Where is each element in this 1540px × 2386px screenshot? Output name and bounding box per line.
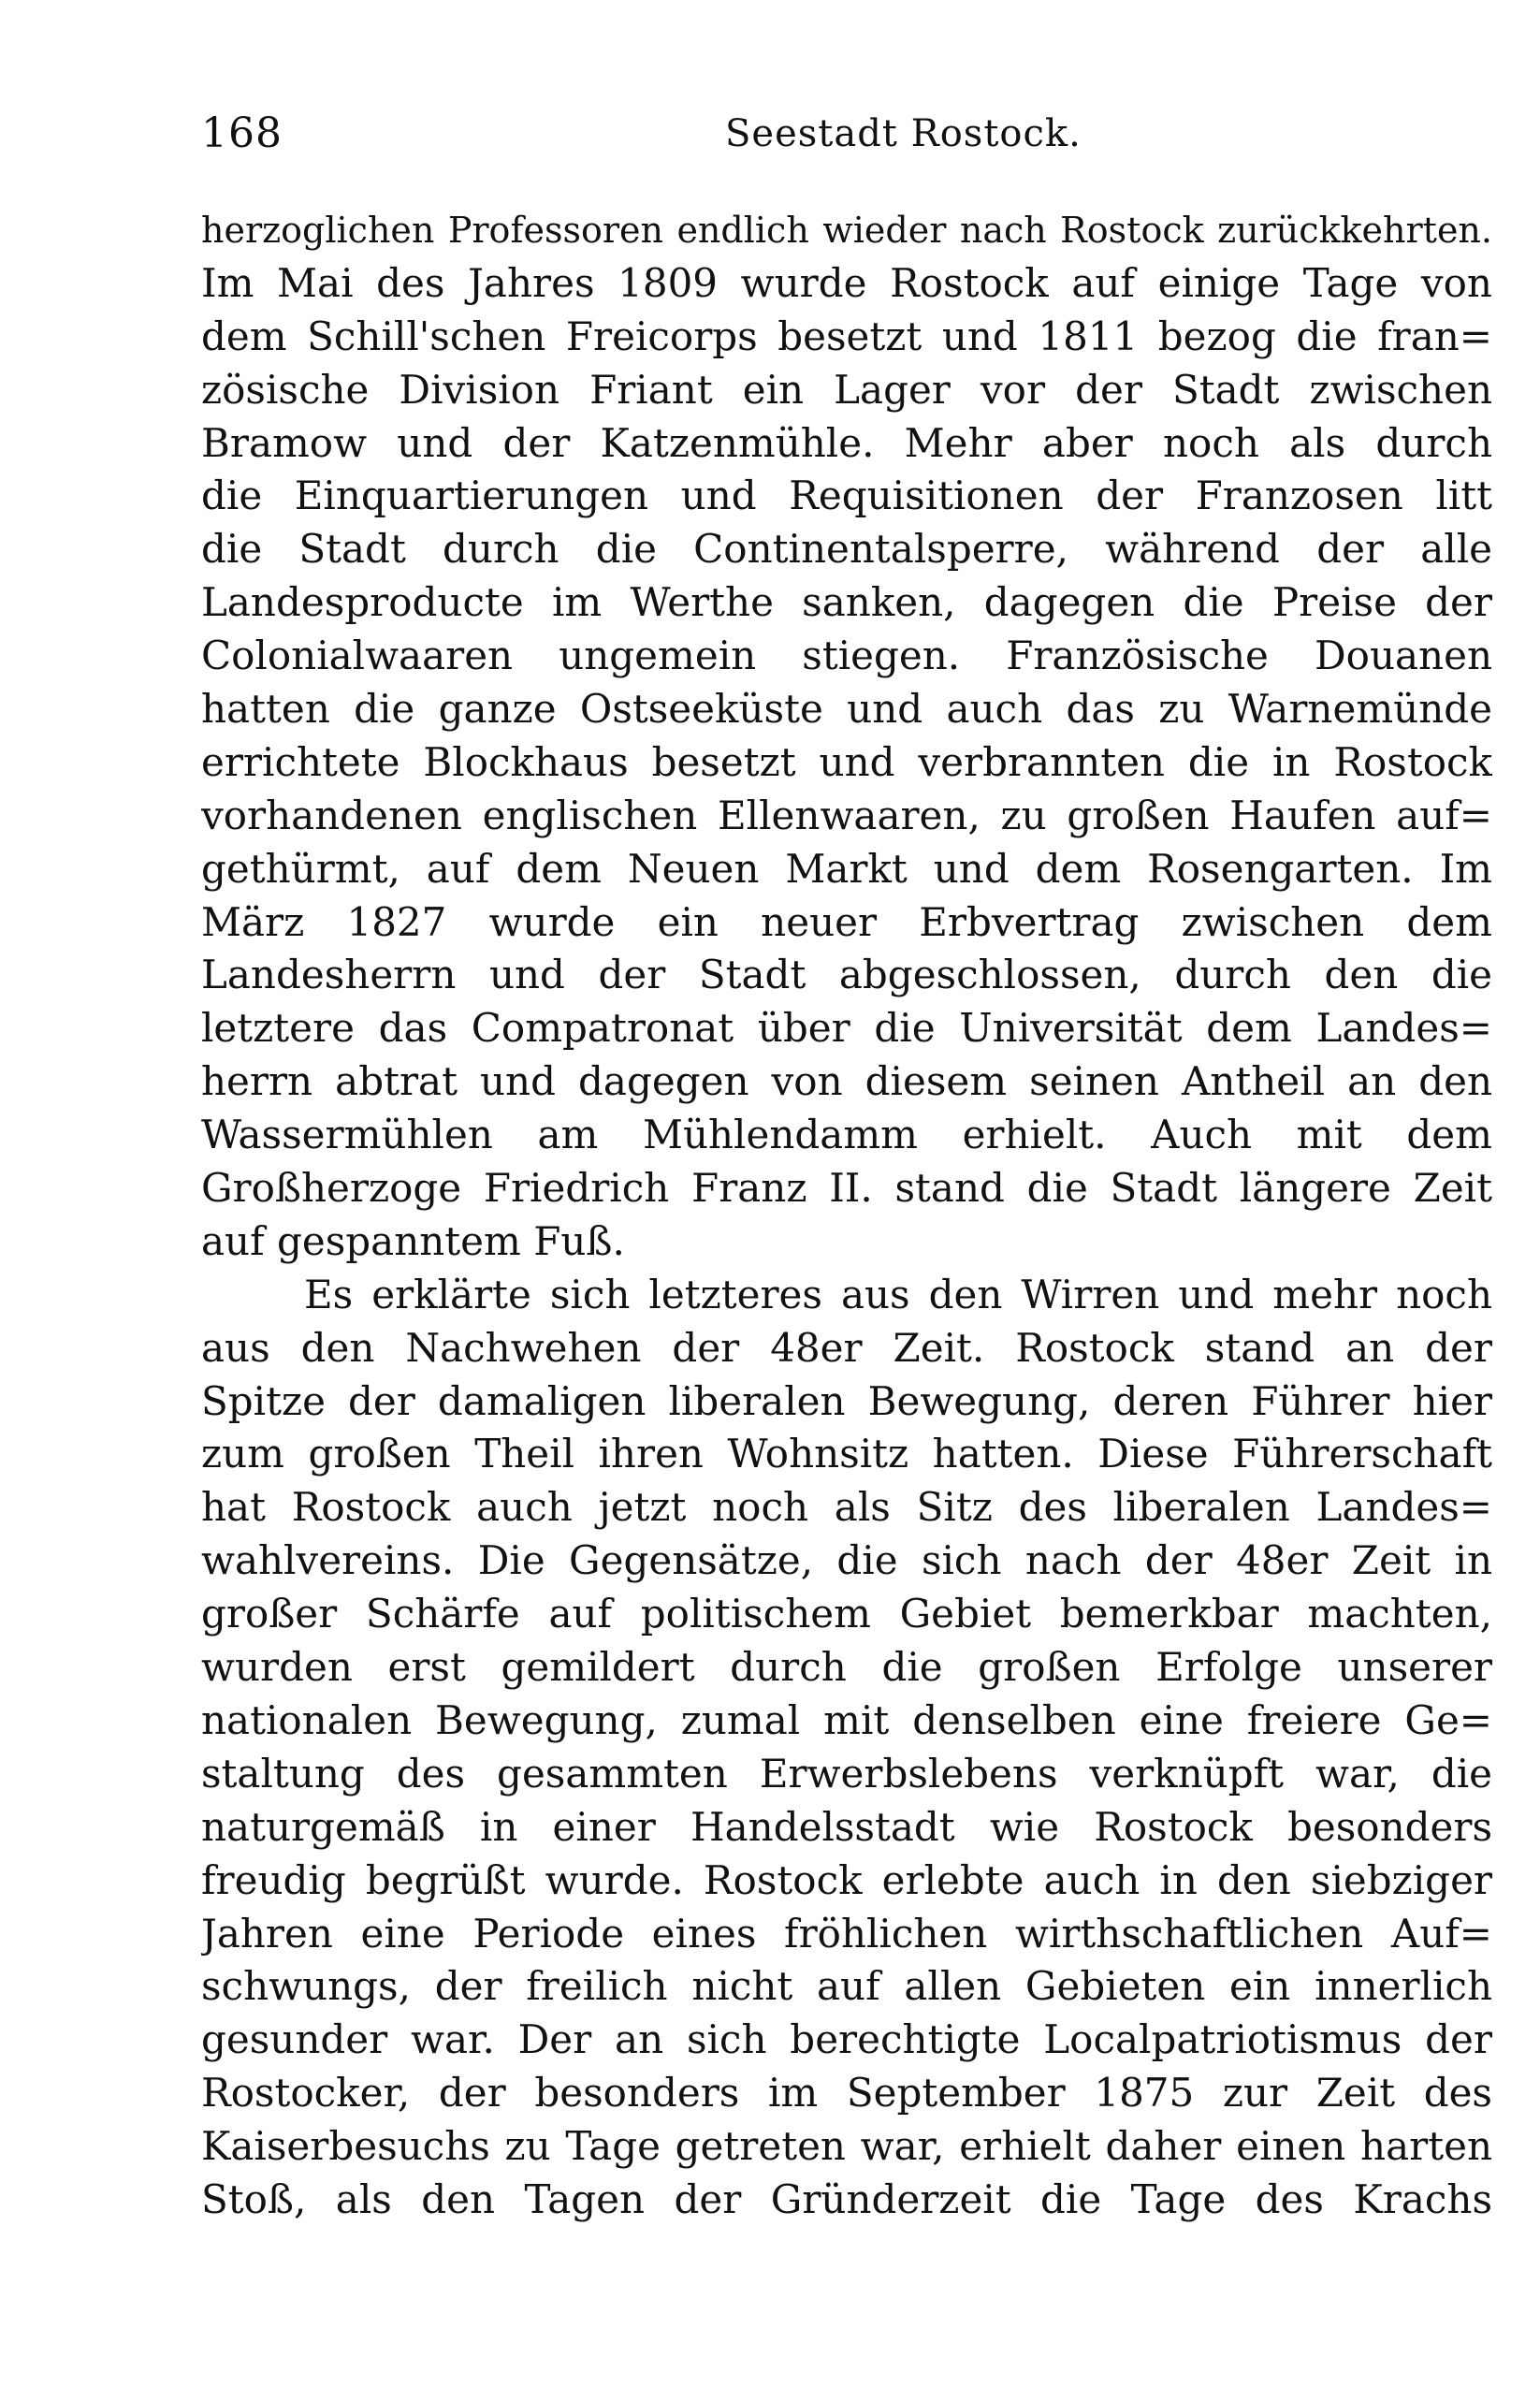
text-line: vorhandenen englischen Ellenwaaren, zu großen Haufen auf= xyxy=(201,792,1492,838)
text-line: Im Mai des Jahres 1809 wurde Rostock auf einige Tage von xyxy=(201,259,1492,306)
paragraph-2 xyxy=(201,1269,1492,2227)
text-line: Rostocker, der besonders im September 1875 zur Zeit des xyxy=(201,2070,1492,2117)
text-line: dem Schill'schen Freicorps besetzt und 1811 bezog die fran= xyxy=(201,313,1492,359)
text-line: die Stadt durch die Continentalsperre, während der alle xyxy=(201,526,1492,573)
text-line: Jahren eine Periode eines fröhlichen wirthschaftlichen Auf= xyxy=(201,1910,1492,1957)
body-text xyxy=(201,204,1492,2227)
text-line: errichtete Blockhaus besetzt und verbrannten die in Rostock xyxy=(201,738,1492,785)
page-number: 168 xyxy=(201,109,283,157)
text-line: Bramow und der Katzenmühle. Mehr aber noch als durch xyxy=(201,419,1492,466)
text-line: hatten die ganze Ostseeküste und auch das zu Warnemünde xyxy=(201,686,1492,733)
text-line: gethürmt, auf dem Neuen Markt und dem Rosengarten. Im xyxy=(201,845,1492,892)
running-title: Seestadt Rostock. xyxy=(725,112,1082,155)
text-line: wurden erst gemildert durch die großen Erfolge unserer xyxy=(201,1644,1492,1691)
text-line: gesunder war. Der an sich berechtigte Localpatriotismus der xyxy=(201,2016,1492,2063)
text-line: Colonialwaaren ungemein stiegen. Französische Douanen xyxy=(201,633,1492,679)
text-line: nationalen Bewegung, zumal mit denselben eine freiere Ge= xyxy=(201,1696,1492,1743)
text-line: Landesherrn und der Stadt abgeschlossen, durch den die xyxy=(201,952,1492,998)
text-line: Kaiserbesuchs zu Tage getreten war, erhielt daher einen harten xyxy=(201,2123,1492,2170)
text-line: Wassermühlen am Mühlendamm erhielt. Auch mit dem xyxy=(201,1112,1492,1158)
text-line: zum großen Theil ihren Wohnsitz hatten. Diese Führerschaft xyxy=(201,1431,1492,1477)
text-line: auf gespanntem Fuß. xyxy=(201,1217,625,1264)
text-line: naturgemäß in einer Handelsstadt wie Rostock besonders xyxy=(201,1803,1492,1850)
text-line: staltung des gesammten Erwerbslebens verknüpft war, die xyxy=(201,1750,1492,1797)
text-line: Landesproducte im Werthe sanken, dagegen die Preise der xyxy=(201,579,1492,626)
text-line: freudig begrüßt wurde. Rostock erlebte auch in den siebziger xyxy=(201,1856,1492,1903)
text-line: Großherzoge Friedrich Franz II. stand die Stadt längere Zeit xyxy=(201,1165,1492,1212)
running-head xyxy=(201,101,1492,167)
text-line: hat Rostock auch jetzt noch als Sitz des liberalen Landes= xyxy=(201,1484,1492,1531)
text-line: Es erklärte sich letzteres aus den Wirren und mehr noch xyxy=(304,1271,1492,1317)
text-line: schwungs, der freilich nicht auf allen Gebieten ein innerlich xyxy=(201,1963,1492,2010)
text-line: aus den Nachwehen der 48er Zeit. Rostock stand an der xyxy=(201,1324,1492,1371)
text-line: letztere das Compatronat über die Universität dem Landes= xyxy=(201,1005,1492,1052)
paragraph-1 xyxy=(201,204,1492,1269)
text-line: herzoglichen Professoren endlich wieder nach Rostock zurückkehrten. xyxy=(201,210,1492,251)
text-line: Spitze der damaligen liberalen Bewegung, deren Führer hier xyxy=(201,1377,1492,1424)
text-line: zösische Division Friant ein Lager vor der Stadt zwischen xyxy=(201,366,1492,413)
text-line: herrn abtrat und dagegen von diesem seinen Antheil an den xyxy=(201,1058,1492,1105)
text-line: wahlvereins. Die Gegensätze, die sich nach der 48er Zeit in xyxy=(201,1537,1492,1584)
text-line: Stoß, als den Tagen der Gründerzeit die Tage des Krachs xyxy=(201,2175,1492,2222)
text-line: großer Schärfe auf politischem Gebiet bemerkbar machten, xyxy=(201,1591,1492,1637)
text-line: März 1827 wurde ein neuer Erbvertrag zwischen dem xyxy=(201,898,1492,945)
text-line: die Einquartierungen und Requisitionen der Franzosen litt xyxy=(201,473,1492,519)
